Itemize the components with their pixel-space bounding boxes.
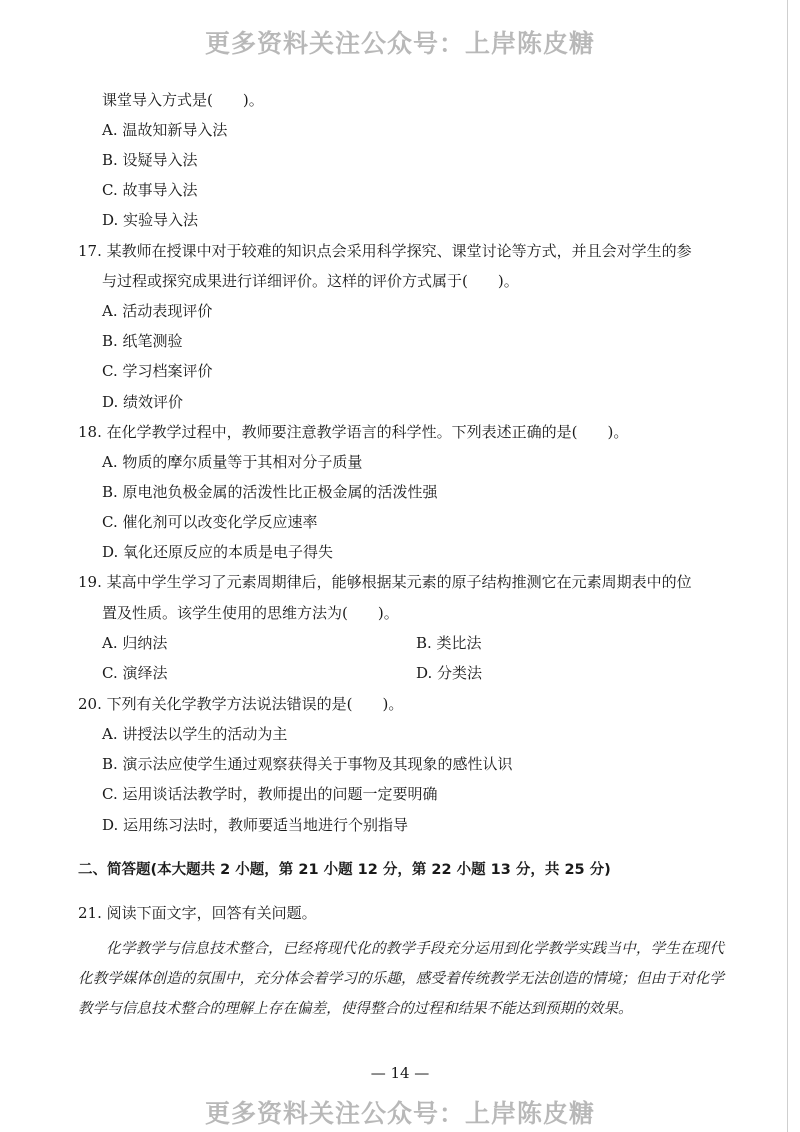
watermark-top: 更多资料关注公众号：上岸陈皮糖 xyxy=(204,29,595,58)
q17-stem-line1: 17. 某教师在授课中对于较难的知识点会采用科学探究、课堂讨论等方式，并且会对学生的参 xyxy=(78,242,692,260)
q19-stem-line1: 19. 某高中学生学习了元素周期律后，能够根据某元素的原子结构推测它在元素周期表中的位 xyxy=(78,573,692,591)
q17-option-c: C. 学习档案评价 xyxy=(102,362,213,380)
q19-stem-line2: 置及性质。该学生使用的思维方法为( )。 xyxy=(102,604,399,622)
q19-option-d: D. 分类法 xyxy=(416,664,483,682)
q19-option-c: C. 演绎法 xyxy=(102,664,168,682)
q21-passage-text: 化学教学与信息技术整合，已经将现代化的教学手段充分运用到化学教学实践当中，学生在现代化教学媒体创造的氛围中，充分体会着学习的乐趣，感受着传统教学无法创造的情境；但由于对化学教学与信息技术整合的理解上存在偏差，使得整合的过程和结果不能达到预期的效果。 xyxy=(78,940,724,1017)
q18-option-b: B. 原电池负极金属的活泼性比正极金属的活泼性强 xyxy=(102,483,438,501)
q16-option-a: A. 温故知新导入法 xyxy=(102,121,228,139)
q17-option-b: B. 纸笔测验 xyxy=(102,332,183,350)
q18-option-d: D. 氧化还原反应的本质是电子得失 xyxy=(102,543,334,561)
q19-option-b: B. 类比法 xyxy=(416,634,482,652)
page-edge-line xyxy=(787,0,788,1132)
q16-option-d: D. 实验导入法 xyxy=(102,211,199,229)
q16-option-c: C. 故事导入法 xyxy=(102,181,198,199)
q16-stem: 课堂导入方式是( )。 xyxy=(102,91,264,109)
watermark-bottom: 更多资料关注公众号：上岸陈皮糖 xyxy=(204,1099,595,1128)
q17-option-a: A. 活动表现评价 xyxy=(102,302,213,320)
q20-option-d: D. 运用练习法时，教师要适当地进行个别指导 xyxy=(102,816,409,834)
q20-option-c: C. 运用谈话法教学时，教师提出的问题一定要明确 xyxy=(102,785,438,803)
q17-stem-line2: 与过程或探究成果进行详细评价。这样的评价方式属于( )。 xyxy=(102,272,519,290)
q20-option-a: A. 讲授法以学生的活动为主 xyxy=(102,725,288,743)
q20-option-b: B. 演示法应使学生通过观察获得关于事物及其现象的感性认识 xyxy=(102,755,513,773)
q21-passage xyxy=(78,934,724,1024)
q18-option-c: C. 催化剂可以改变化学反应速率 xyxy=(102,513,318,531)
page-number: — 14 — xyxy=(370,1064,430,1082)
q18-stem: 18. 在化学教学过程中，教师要注意教学语言的科学性。下列表述正确的是( )。 xyxy=(78,423,629,441)
q19-option-a: A. 归纳法 xyxy=(102,634,168,652)
q16-option-b: B. 设疑导入法 xyxy=(102,151,198,169)
q21-stem: 21. 阅读下面文字，回答有关问题。 xyxy=(78,904,317,922)
section-heading: 二、简答题(本大题共 2 小题，第 21 小题 12 分，第 22 小题 13 分，共 25 分) xyxy=(78,862,611,878)
q18-option-a: A. 物质的摩尔质量等于其相对分子质量 xyxy=(102,453,363,471)
q20-stem: 20. 下列有关化学教学方法说法错误的是( )。 xyxy=(78,695,404,713)
q17-option-d: D. 绩效评价 xyxy=(102,393,184,411)
